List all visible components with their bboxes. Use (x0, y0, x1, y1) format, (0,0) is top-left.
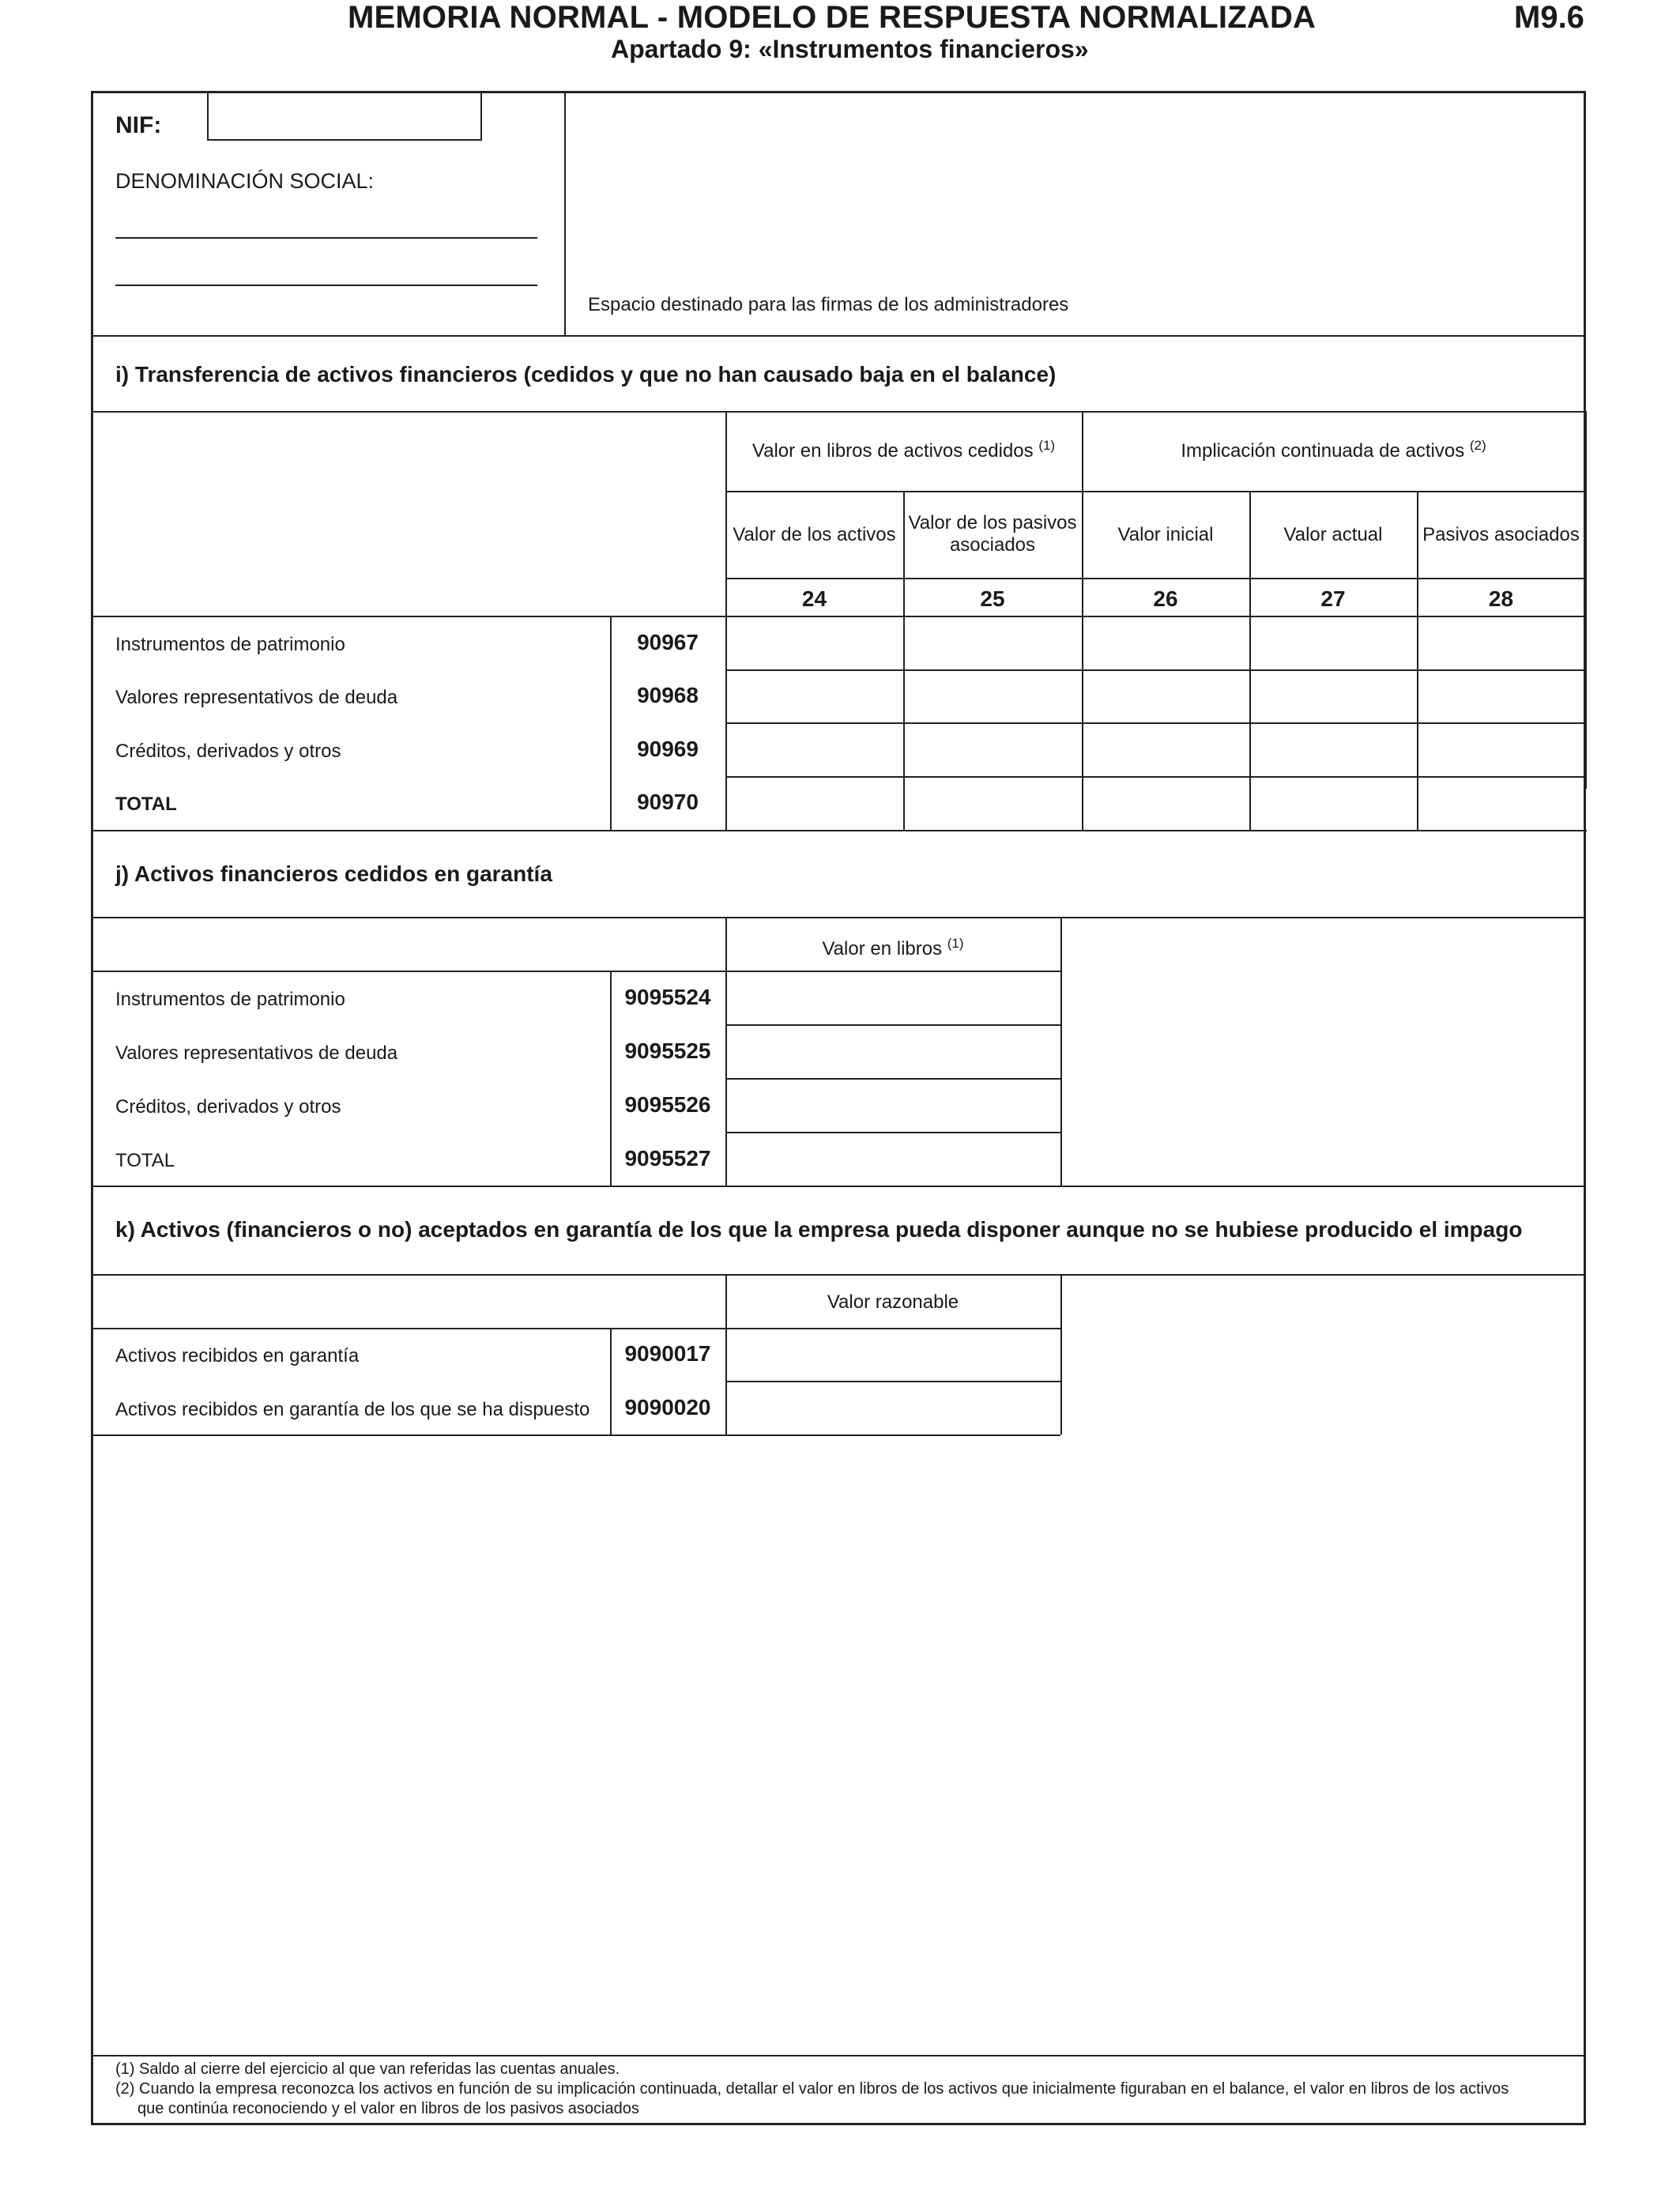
col-valor-razonable: Valor razonable (827, 1291, 959, 1313)
grid-line (725, 578, 1585, 579)
col-pasivos-asociados: Pasivos asociados (1422, 524, 1580, 545)
input-cell[interactable] (727, 671, 902, 722)
col-valor-actual: Valor actual (1283, 524, 1383, 545)
input-cell[interactable] (727, 1026, 1060, 1077)
row-code: 90968 (637, 683, 699, 707)
denominacion-line-1[interactable] (115, 237, 537, 239)
section-j-title-border (92, 917, 1585, 918)
input-cell[interactable] (1418, 724, 1584, 775)
footnote-2-line-2: que continúa reconociendo y el valor en libros de los pasivos asociados (137, 2100, 639, 2117)
col-number: 27 (1320, 586, 1346, 611)
col-valor-activos: Valor de los activos (733, 524, 896, 545)
denominacion-line-2[interactable] (115, 285, 537, 286)
group-valor-libros-cedidos (725, 435, 1082, 462)
row-label: Valores representativos de deuda (115, 1042, 398, 1064)
col-valor-pasivos-asociados-label: Valor de los pasivos asociados (908, 512, 1077, 556)
input-cell[interactable] (1083, 778, 1249, 830)
footnote-2-line-1: (2) Cuando la empresa reconozca los activos en función de su implicación continuada, detallar el valor en libros de los activos que inicialmente figuraban en el balance, el valor en libros de los activos (115, 2080, 1509, 2098)
col-valor-inicial: Valor inicial (1117, 524, 1214, 545)
section-k-title-border (92, 1274, 1585, 1276)
row-label: Instrumentos de patrimonio (115, 634, 345, 655)
footnotes-border (92, 2055, 1585, 2056)
row-label: Activos recibidos en garantía (115, 1345, 360, 1367)
row-code: 9090020 (624, 1395, 711, 1419)
col-number: 26 (1153, 586, 1178, 611)
row-code: 9095527 (624, 1146, 711, 1171)
col-valor-en-libros (725, 933, 1060, 960)
input-cell[interactable] (1251, 778, 1416, 830)
row-code: 90970 (637, 790, 699, 814)
row-code: 9095524 (624, 985, 711, 1009)
input-cell[interactable] (905, 617, 1081, 669)
input-cell[interactable] (1083, 724, 1249, 775)
page-subtitle: Apartado 9: «Instrumentos financieros» (611, 35, 1089, 63)
footnote-1: (1) Saldo al cierre del ejercicio al que van referidas las cuentas anuales. (115, 2060, 620, 2078)
id-bottom-border (92, 335, 1585, 337)
input-cell[interactable] (727, 1080, 1060, 1131)
grid-line (1585, 411, 1587, 789)
nif-field[interactable] (207, 92, 482, 141)
input-cell[interactable] (1083, 617, 1249, 669)
section-j-title: j) Activos financieros cedidos en garantía (115, 861, 552, 886)
firmas-caption: Espacio destinado para las firmas de los administradores (588, 294, 1069, 315)
section-i-bottom-border (92, 830, 1587, 831)
input-cell[interactable] (1418, 778, 1584, 830)
row-label: Activos recibidos en garantía de los que se ha dispuesto (115, 1399, 590, 1420)
col-valor-pasivos-asociados (903, 512, 1082, 556)
col-number: 28 (1488, 586, 1514, 611)
row-code: 9095526 (624, 1092, 711, 1117)
row-label-total: TOTAL (115, 794, 177, 815)
input-cell[interactable] (1418, 671, 1584, 722)
input-cell[interactable] (1418, 617, 1584, 669)
row-code: 9090017 (624, 1341, 711, 1366)
input-cell[interactable] (727, 778, 902, 830)
grid-line (92, 1434, 1060, 1436)
input-cell[interactable] (727, 972, 1060, 1023)
row-label: Créditos, derivados y otros (115, 1096, 341, 1118)
section-i-title: i) Transferencia de activos financieros (cedidos y que no han causado baja en el balance) (115, 362, 1057, 386)
footnote-ref-2: (2) (1469, 438, 1486, 453)
row-label: Créditos, derivados y otros (115, 741, 341, 762)
row-label-total: TOTAL (115, 1150, 175, 1171)
group-valor-libros-cedidos-label: Valor en libros de activos cedidos (751, 440, 1034, 462)
input-cell[interactable] (727, 1329, 1060, 1380)
grid-line (1060, 1274, 1062, 1434)
input-cell[interactable] (727, 617, 902, 669)
row-code: 90969 (637, 737, 699, 761)
col-number: 25 (980, 586, 1005, 611)
row-label: Instrumentos de patrimonio (115, 989, 345, 1010)
input-cell[interactable] (1251, 617, 1416, 669)
input-cell[interactable] (1083, 671, 1249, 722)
input-cell[interactable] (727, 1382, 1060, 1434)
denominacion-label: DENOMINACIÓN SOCIAL: (115, 169, 375, 193)
grid-line (1060, 917, 1062, 1186)
input-cell[interactable] (727, 724, 902, 775)
section-k-title: k) Activos (financieros o no) aceptados en garantía de los que la empresa pueda disponer aunque no se hubiese producido el impago (115, 1217, 1523, 1242)
grid-line (725, 491, 1585, 492)
row-code: 90967 (637, 630, 699, 654)
nif-label: NIF: (115, 112, 162, 138)
input-cell[interactable] (1251, 671, 1416, 722)
input-cell[interactable] (905, 778, 1081, 830)
input-cell[interactable] (905, 671, 1081, 722)
row-code: 9095525 (624, 1039, 711, 1063)
page-title: MEMORIA NORMAL - MODELO DE RESPUESTA NORMALIZADA (348, 0, 1317, 35)
row-label: Valores representativos de deuda (115, 687, 398, 708)
footnote-ref-1: (1) (1038, 438, 1056, 453)
footnote-ref-1: (1) (947, 936, 964, 951)
section-i-title-border (92, 411, 1585, 413)
input-cell[interactable] (727, 1133, 1060, 1185)
form-code: M9.6 (1514, 0, 1584, 35)
group-implicacion-continuada (1082, 435, 1585, 462)
col-valor-en-libros-label: Valor en libros (822, 938, 943, 959)
input-cell[interactable] (1251, 724, 1416, 775)
section-j-bottom-border (92, 1186, 1585, 1187)
group-implicacion-continuada-label: Implicación continuada de activos (1181, 440, 1465, 462)
input-cell[interactable] (905, 724, 1081, 775)
col-number: 24 (801, 586, 827, 611)
firmas-area[interactable] (566, 92, 1584, 290)
